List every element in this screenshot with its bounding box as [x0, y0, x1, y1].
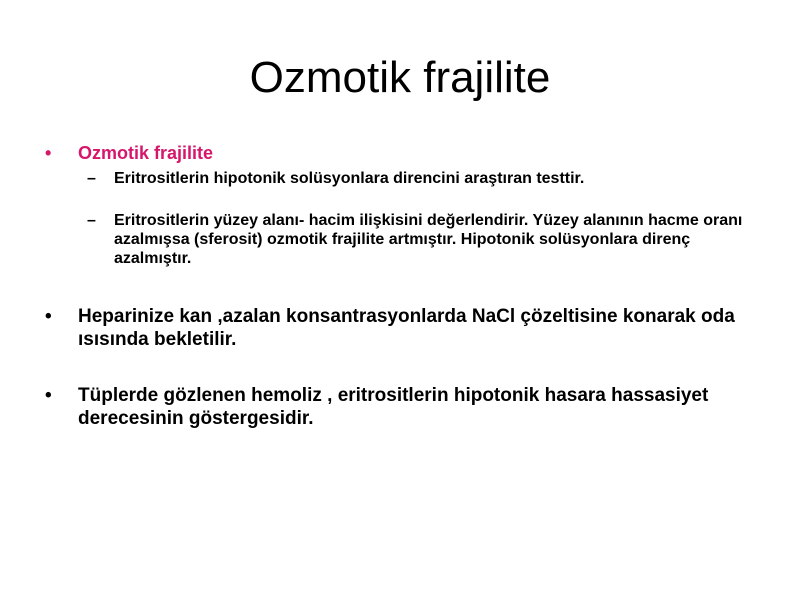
slide-title: Ozmotik frajilite [249, 53, 551, 102]
bullet-item [40, 140, 760, 166]
sub-bullet-marker: – [87, 170, 96, 187]
bullet-marker: • [45, 306, 52, 327]
bullet-item [40, 384, 760, 430]
sub-bullet-marker: – [87, 212, 96, 229]
sub-bullet-text: Eritrositlerin hipotonik solüsyonlara direncini araştıran testtir. [114, 170, 585, 187]
sub-bullet-item [40, 169, 760, 188]
bullet-marker: • [45, 385, 52, 406]
bullet-text: Ozmotik frajilite [78, 143, 214, 163]
bullet-text: Tüplerde gözlenen hemoliz , eritrositlerin hipotonik hasara hassasiyet derecesinin göstergesidir. [78, 385, 709, 429]
bullet-marker: • [45, 143, 52, 163]
sub-bullet-text: Eritrositlerin yüzey alanı- hacim ilişkisini değerlendirir. Yüzey alanının hacme oranı azalmışsa (sferosit) ozmotik frajilite artmıştır. Hipotonik solüsyonlara direnç azalmıştır. [114, 212, 743, 267]
bullet-item [40, 305, 760, 351]
bullet-text: Heparinize kan ,azalan konsantrasyonlarda NaCl çözeltisine konarak oda ısısında bekletilir. [78, 306, 735, 350]
sub-bullet-item [40, 211, 760, 268]
slide-content [40, 140, 760, 430]
